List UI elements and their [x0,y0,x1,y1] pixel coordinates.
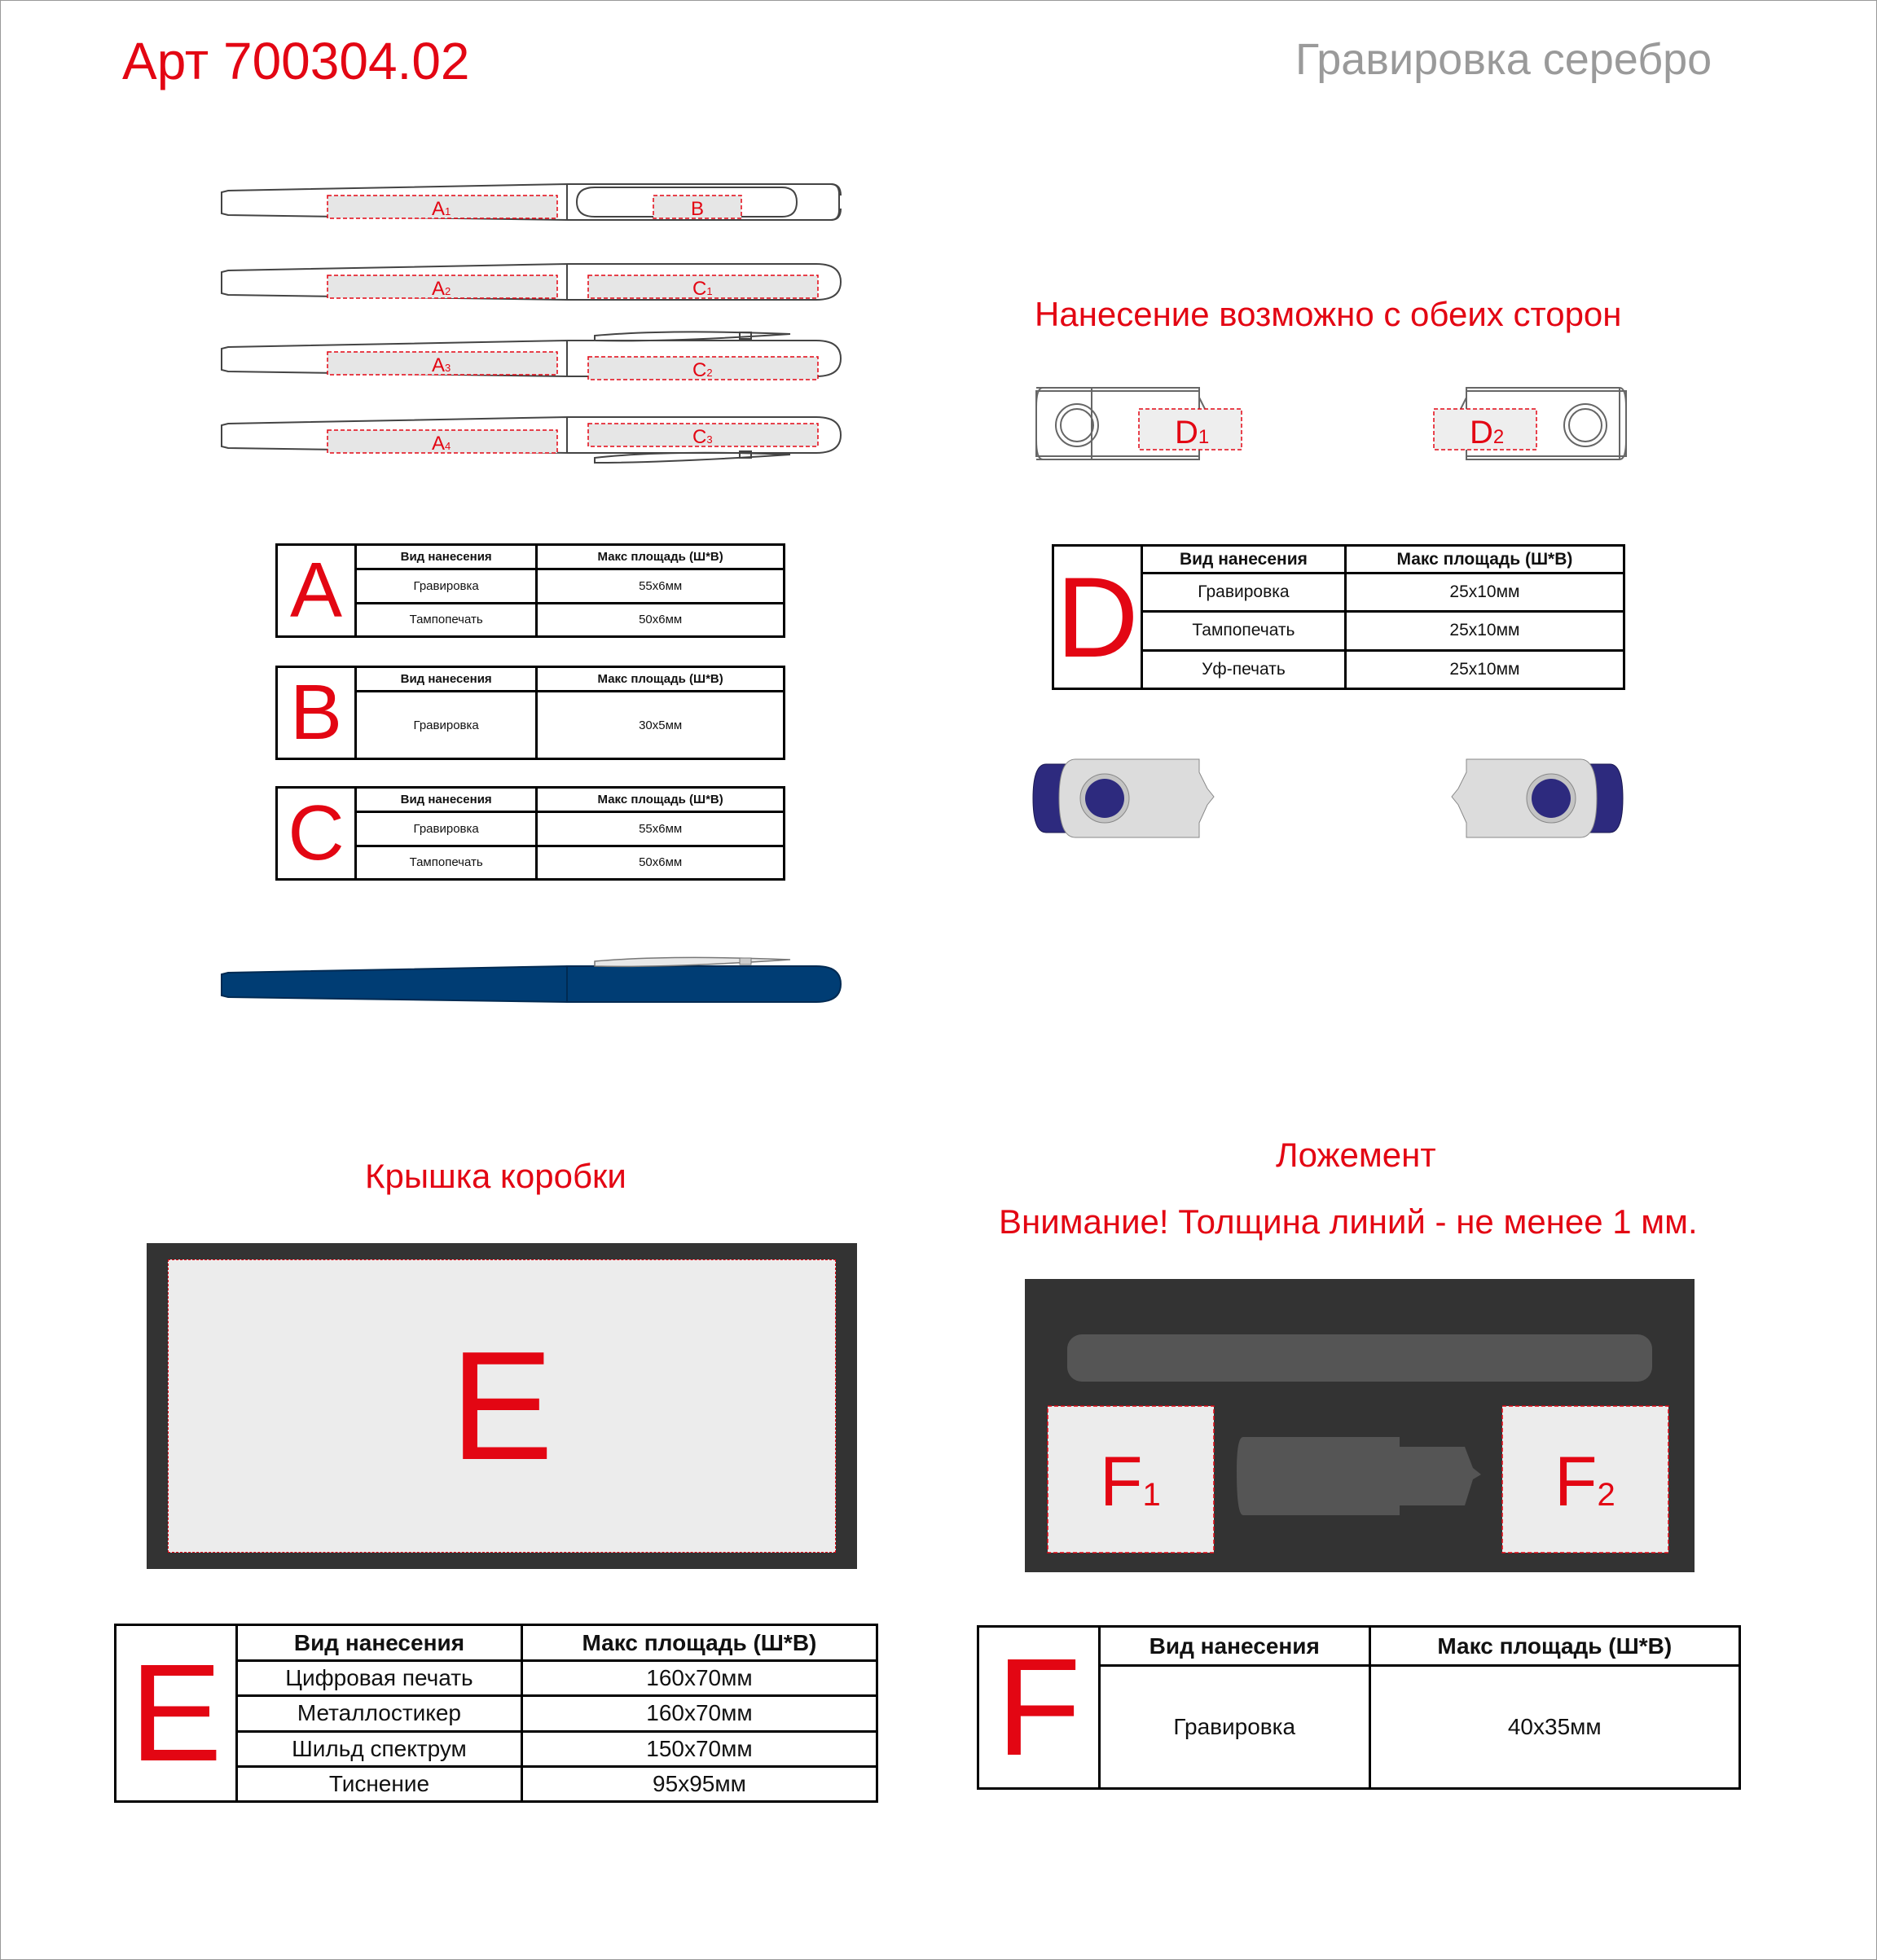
zone-e-label: E [450,1320,554,1492]
line-thickness-warning: Внимание! Толщина линий - не менее 1 мм. [999,1202,1698,1241]
application-method-title: Гравировка серебро [1295,35,1712,84]
svg-text:A2: A2 [432,278,451,300]
box-lid [147,1243,857,1569]
spec-table-e: E Вид нанесения Макс площадь (Ш*В) Цифровая печать 160х70мм Металлостикер 160х70мм Шильд спектрум 150х70мм Тиснение 95х95мм [114,1624,878,1803]
spec-table-c: C Вид нанесения Макс площадь (Ш*В) Гравировка 55х6мм Тампопечать 50х6мм [275,786,785,881]
insert-tray [1025,1279,1695,1572]
usb-colored-front [1033,759,1214,837]
svg-text:A3: A3 [432,354,451,376]
spec-table-b: B Вид нанесения Макс площадь (Ш*В) Гравировка 30х5мм [275,666,785,760]
svg-text:C1: C1 [692,278,713,300]
spec-table-a: A Вид нанесения Макс площадь (Ш*В) Гравировка 55х6мм Тампопечать 50х6мм [275,543,785,638]
usb-colored-back [1452,759,1623,837]
svg-text:F1: F1 [1100,1443,1161,1521]
svg-text:D2: D2 [1470,415,1505,450]
usb-slot [1237,1437,1481,1515]
insert-caption: Ложемент [1276,1136,1436,1174]
svg-text:C2: C2 [692,359,713,381]
article-number: Арт 700304.02 [122,32,470,90]
spec-table-d: D Вид нанесения Макс площадь (Ш*В) Гравировка 25х10мм Тампопечать 25х10мм Уф-печать 25х10мм [1052,544,1625,690]
lid-caption: Крышка коробки [365,1157,626,1195]
pen-colored [222,957,841,1002]
pen-slot [1067,1334,1652,1382]
svg-text:F2: F2 [1554,1443,1615,1521]
svg-text:A1: A1 [432,198,451,220]
svg-text:B: B [691,198,705,220]
svg-text:D1: D1 [1175,415,1210,450]
svg-text:A4: A4 [432,433,451,455]
spec-table-f: F Вид нанесения Макс площадь (Ш*В) Гравировка 40х35мм [977,1625,1741,1790]
svg-text:C3: C3 [692,426,713,448]
zone-e [168,1259,836,1553]
both-sides-note: Нанесение возможно с обеих сторон [1035,295,1622,333]
